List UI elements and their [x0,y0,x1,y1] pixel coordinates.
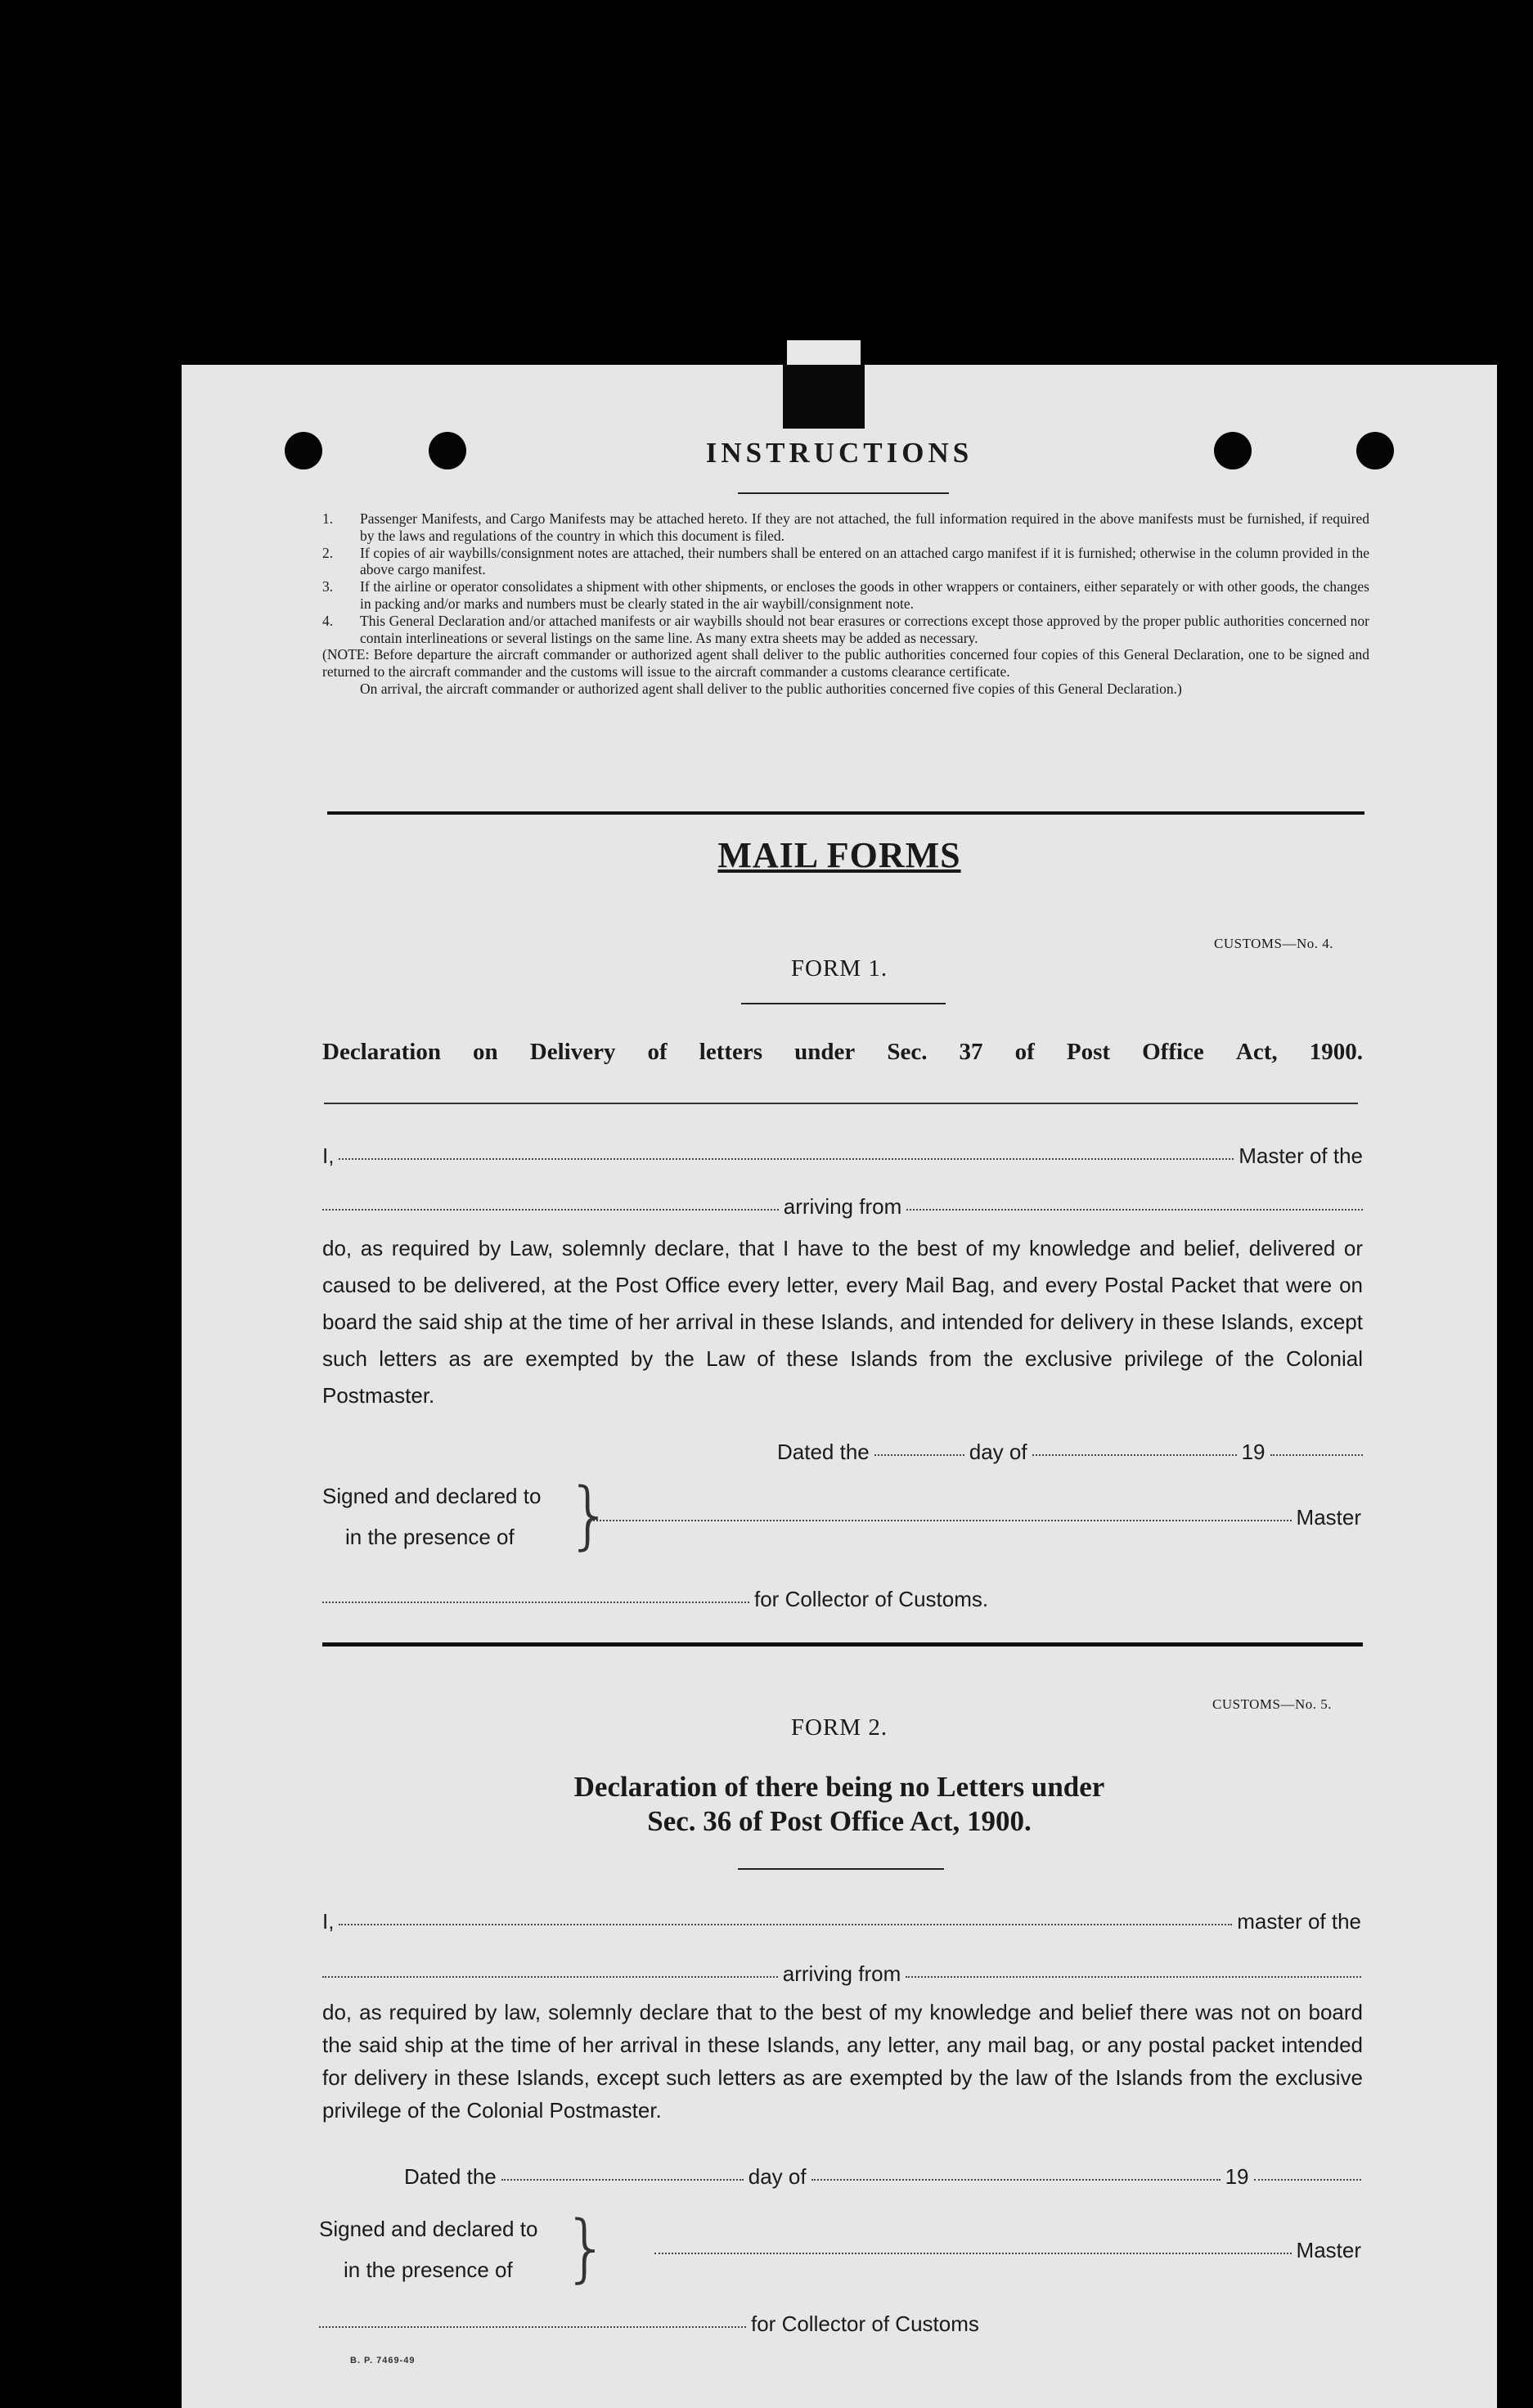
master-line: I, master of the [322,1909,1361,1934]
date-day-field[interactable] [874,1454,964,1456]
instruction-item: 2. If copies of air waybills/consignment notes are attached, their numbers shall be entered on an attached cargo manifest if it is furnished; otherwise in the column provided in the above cargo manifest. [322,544,1369,578]
brace: } [566,1472,614,1558]
master-signature-field[interactable] [591,1520,1292,1521]
master-signature-line: Master [654,2238,1361,2263]
presence-label: in the presence of [344,2258,513,2282]
declaration-heading: Declaration on Delivery of letters under Sec. 37 of Post Office Act, 1900. [322,1039,1363,1065]
divider [324,1103,1358,1104]
master-signature-line: Master [591,1505,1361,1530]
master-line: I, Master of the [322,1143,1363,1168]
date-month-field[interactable] [811,2179,1221,2181]
customs-number: CUSTOMS—No. 5. [1212,1696,1333,1712]
divider [738,492,949,494]
mail-forms-title: MAIL FORMS [717,835,961,875]
arriving-line: arriving from [322,1194,1363,1220]
instruction-item: 4. This General Declaration and/or attached manifests or air waybills should not bear erasures or corrections except those approved by the proper public authorities concerned nor contain interlineations or several listings on the same line. As many extra sheets may be added as necessary. [322,612,1369,646]
date-year-field[interactable] [1254,2179,1362,2181]
tape-strip [787,340,861,368]
instruction-item: 1. Passenger Manifests, and Cargo Manifests may be attached hereto. If they are not attached, the full information required in the above manifests must be furnished, if required by the laws and regulations of the country in which this document is filed. [322,510,1369,544]
declaration-body: do, as required by law, solemnly declare that to the best of my knowledge and belief there was not on board the said ship at the time of her arrival in these Islands, any letter, any mail bag, or any postal packet intended for delivery in these Islands, except such letters as are exempted by the law of the Islands from the exclusive privilege of the Colonial Postmaster. [322,2000,1363,2123]
master-signature-field[interactable] [654,2253,1292,2254]
dated-line: Dated the day of 19 [777,1440,1363,1465]
form-code: B. P. 7469-49 [350,2356,416,2365]
instructions-list [322,510,1369,698]
section-divider [322,1642,1363,1647]
collector-signature-field[interactable] [319,2326,746,2328]
origin-field[interactable] [906,1209,1363,1211]
master-name-field[interactable] [339,1158,1234,1160]
collector-line: for Collector of Customs. [322,1587,1214,1612]
collector-line: for Collector of Customs [319,2311,1203,2337]
instruction-item: 3. If the airline or operator consolidates a shipment with other shipments, or encloses the goods in other wrappers or containers, either separately or with other goods, the changes in packing and/or marks and numbers must be clearly stated in the air waybill/consignment note. [322,578,1369,612]
form-title: FORM 2. [790,1714,888,1741]
presence-label: in the presence of [345,1525,515,1549]
section-divider [327,811,1364,815]
brace: } [563,2205,610,2291]
form-title: FORM 1. [790,955,888,982]
signed-label: Signed and declared to [319,2217,538,2241]
ship-name-field[interactable] [322,1209,779,1211]
customs-number: CUSTOMS—No. 4. [1214,936,1334,951]
signed-label: Signed and declared to [322,1484,542,1508]
master-name-field[interactable] [339,1924,1232,1925]
arriving-line: arriving from [322,1961,1361,1987]
tape-piece [783,365,865,429]
dated-line: Dated the day of 19 [404,2164,1361,2190]
date-year-field[interactable] [1270,1454,1364,1456]
instruction-note: On arrival, the aircraft commander or authorized agent shall deliver to the public authorities concerned five copies of this General Declaration.) [360,680,1182,697]
collector-signature-field[interactable] [322,1602,749,1603]
instruction-note: (NOTE: Before departure the aircraft commander or authorized agent shall deliver to the public authorities concerned four copies of this General Declaration, one to be signed and returned to the aircraft commander and the customs will issue to the aircraft commander a customs clearance certificate. [322,646,1369,681]
document-page [182,365,1497,2408]
ship-name-field[interactable] [322,1976,778,1978]
divider [738,1868,944,1870]
declaration-body: do, as required by Law, solemnly declare, that I have to the best of my knowledge and belief, delivered or caused to be delivered, at the Post Office every letter, every Mail Bag, and every Postal Packet that were on board the said ship at the time of her arrival in these Islands, and intended for delivery in these Islands, except such letters as are exempted by the Law of these Islands from the exclusive privilege of the Colonial Postmaster. [322,1236,1363,1408]
date-day-field[interactable] [501,2179,744,2181]
declaration-heading: Declaration of there being no Letters under Sec. 36 of Post Office Act, 1900. [573,1771,1105,1837]
divider [741,1003,946,1004]
origin-field[interactable] [906,1976,1361,1978]
date-month-field[interactable] [1032,1454,1237,1456]
instructions-title: INSTRUCTIONS [705,437,973,469]
